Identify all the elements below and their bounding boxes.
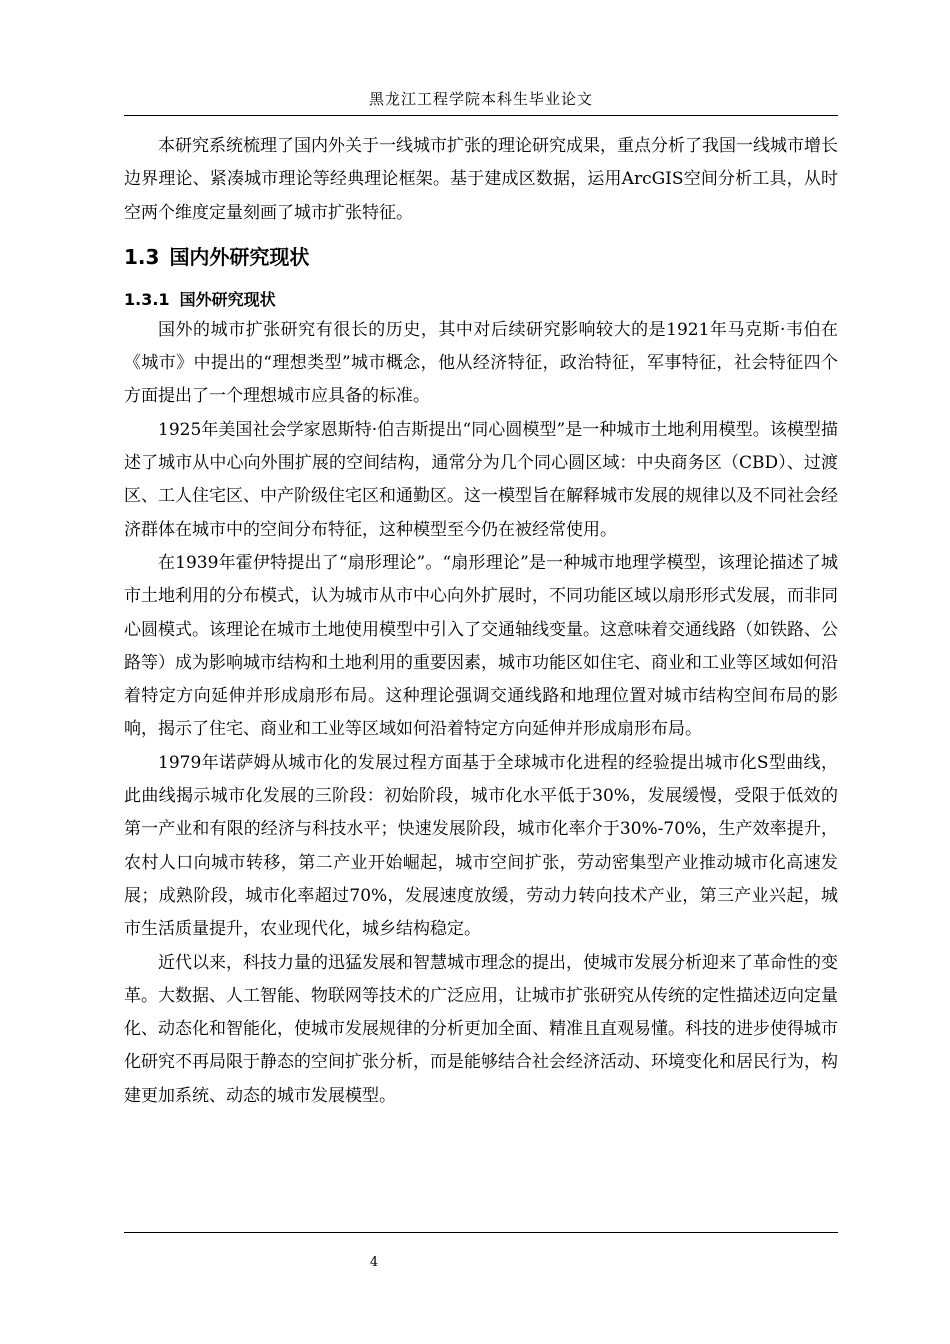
subsection-number: 1.3.1	[124, 289, 170, 309]
section-heading	[124, 230, 838, 280]
paragraph-weber: 国外的城市扩张研究有很长的历史，其中对后续研究影响较大的是1921年马克斯·韦伯在《城市》中提出的“理想类型”城市概念，他从经济特征，政治特征，军事特征，社会特征四个方面提出了一个理想城市应具备的标准。	[124, 319, 838, 407]
page-content	[124, 130, 838, 1113]
subsection-title: 国外研究现状	[179, 289, 276, 309]
section-title: 国内外研究现状	[169, 244, 310, 269]
running-header: 黑龙江工程学院本科生毕业论文	[368, 90, 593, 108]
intro-paragraph: 本研究系统梳理了国内外关于一线城市扩张的理论研究成果，重点分析了我国一线城市增长边界理论、紧凑城市理论等经典理论框架。基于建成区数据，运用ArcGIS空间分析工具，从时空两个维度定量刻画了城市扩张特征。	[124, 136, 838, 223]
subsection-heading	[124, 280, 838, 314]
paragraph-burgess: 1925年美国社会学家恩斯特·伯吉斯提出“同心圆模型”是一种城市土地利用模型。该模型描述了城市从中心向外围扩展的空间结构，通常分为几个同心圆区域：中央商务区（CBD）、过渡区、工人住宅区、中产阶级住宅区和通勤区。这一模型旨在解释城市发展的规律以及不同社会经济群体在城市中的空间分布特征，这种模型至今仍在被经常使用。	[124, 419, 838, 540]
section-number: 1.3	[124, 244, 160, 269]
paragraph-modern: 近代以来，科技力量的迅猛发展和智慧城市理念的提出，使城市发展分析迎来了革命性的变革。大数据、人工智能、物联网等技术的广泛应用，让城市扩张研究从传统的定性描述迈向定量化、动态化和智能化，使城市发展规律的分析更加全面、精准且直观易懂。科技的进步使得城市化研究不再局限于静态的空间扩张分析，而是能够结合社会经济活动、环境变化和居民行为，构建更加系统、动态的城市发展模型。	[124, 952, 838, 1106]
paragraph-hoyt: 在1939年霍伊特提出了“扇形理论”。“扇形理论”是一种城市地理学模型，该理论描述了城市土地利用的分布模式，认为城市从市中心向外扩展时，不同功能区域以扇形形式发展，而非同心圆模式。该理论在城市土地使用模型中引入了交通轴线变量。这意味着交通线路（如铁路、公路等）成为影响城市结构和土地利用的重要因素，城市功能区如住宅、商业和工业等区域如何沿着特定方向延伸并形成扇形布局。这种理论强调交通线路和地理位置对城市结构空间布局的影响，揭示了住宅、商业和工业等区域如何沿着特定方向延伸并形成扇形布局。	[124, 552, 838, 740]
footer-rule	[124, 1232, 838, 1233]
page-number: 4	[369, 1255, 379, 1270]
header-rule	[124, 115, 838, 116]
paragraph-northam: 1979年诺萨姆从城市化的发展过程方面基于全球城市化进程的经验提出城市化S型曲线，此曲线揭示城市化发展的三阶段：初始阶段，城市化水平低于30%，发展缓慢，受限于低效的第一产业和有限的经济与科技水平；快速发展阶段，城市化率介于30%-70%，生产效率提升，农村人口向城市转移，第二产业开始崛起，城市空间扩张，劳动密集型产业推动城市化高速发展；成熟阶段，城市化率超过70%，发展速度放缓，劳动力转向技术产业，第三产业兴起，城市生活质量提升，农业现代化，城乡结构稳定。	[124, 752, 838, 940]
